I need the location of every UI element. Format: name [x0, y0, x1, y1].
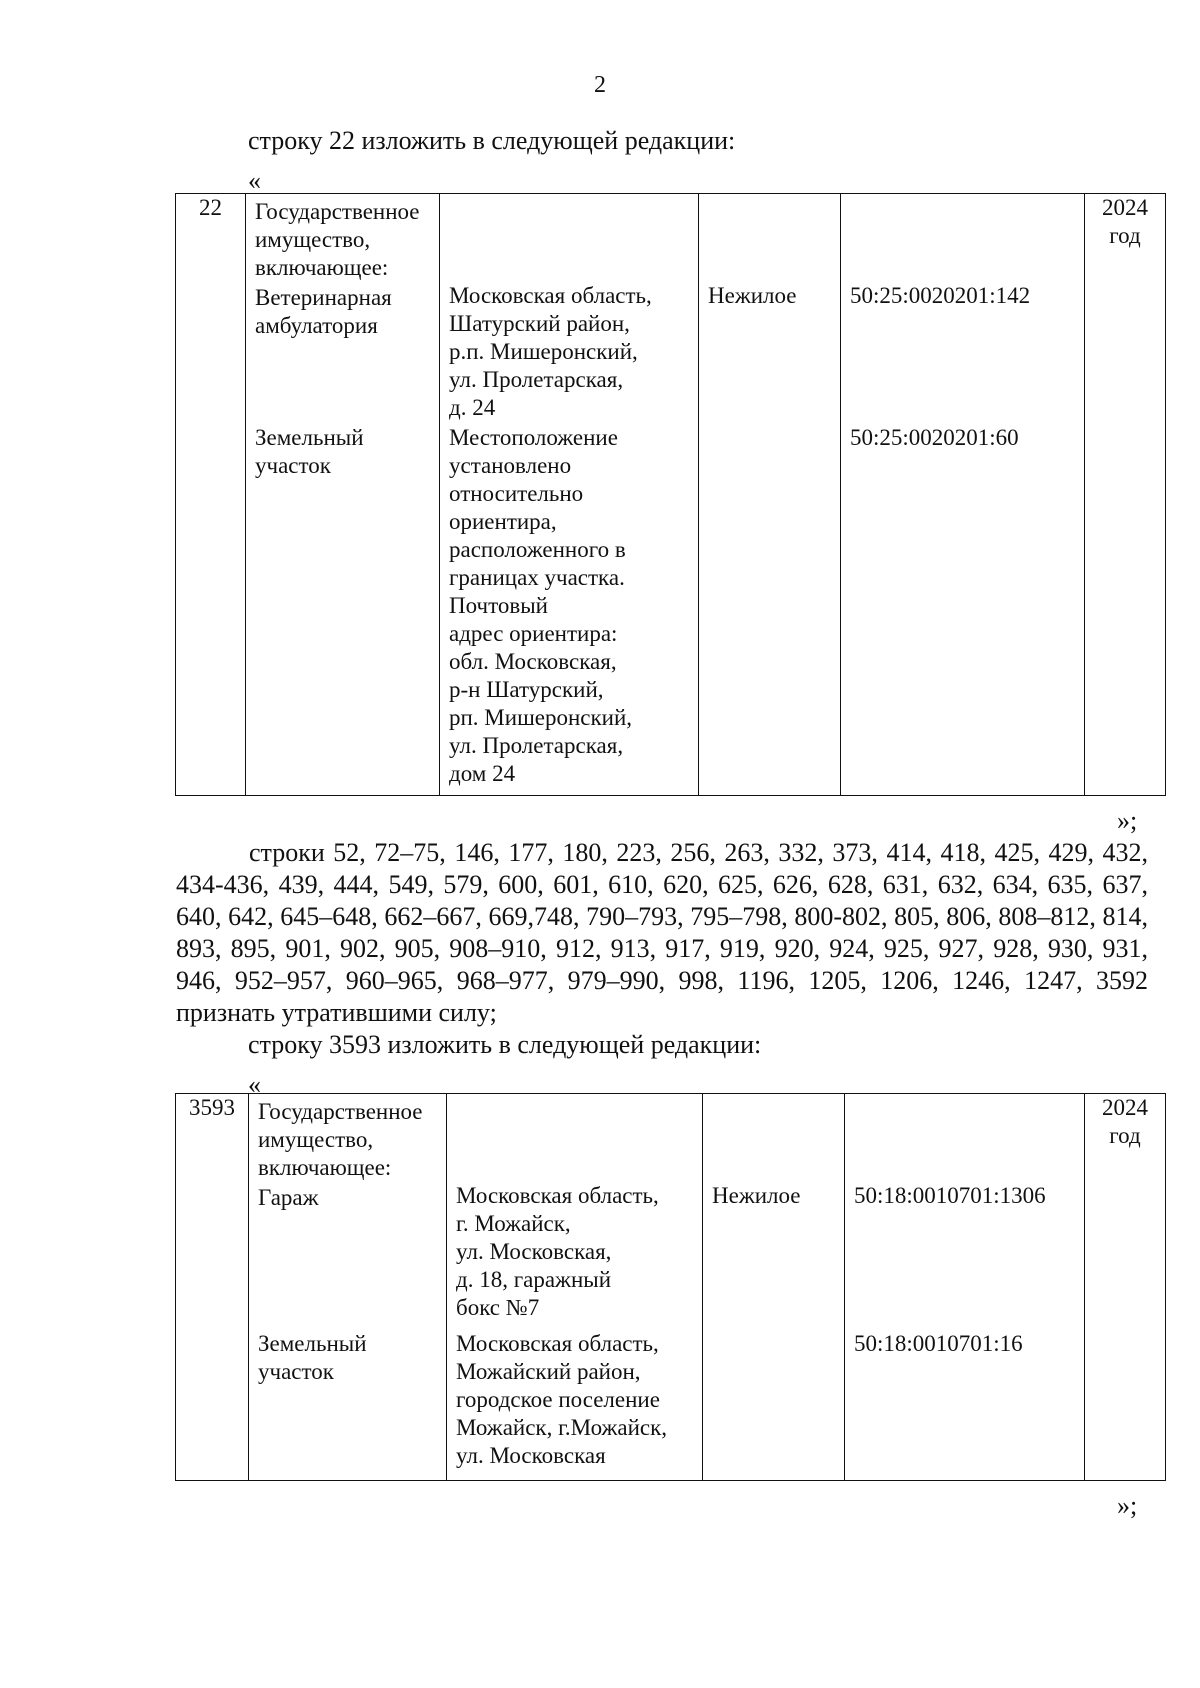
cadastral-number: 50:18:0010701:1306: [854, 1183, 1046, 1208]
year-cell: [1085, 1094, 1166, 1481]
item-address: Московская область, Можайский район, городское поселение Можайск, г.Можайск, ул. Московская: [456, 1331, 668, 1468]
address-column: [447, 1094, 703, 1481]
property-header: Государственное имущество, включающее:: [258, 1099, 423, 1180]
item-name: Земельный участок: [258, 1331, 367, 1384]
item-name: Ветеринарная амбулатория: [255, 285, 392, 338]
item-type: Нежилое: [708, 283, 797, 308]
registry-table-row-3593: [175, 1093, 1166, 1481]
type-column: [703, 1094, 845, 1481]
name-column: [246, 194, 440, 796]
row-number: 22: [199, 195, 222, 220]
closing-quote-1: »;: [1117, 806, 1138, 835]
repeal-text: строки 52, 72–75, 146, 177, 180, 223, 256, 263, 332, 373, 414, 418, 425, 429, 432, 434-436, 439, 444, 549, 579, 600, 601, 610, 620, 625, 626, 628, 631, 632, 634, 635, 637, 640, 642, 645–648, 662–667, 669,748, 790–793, 795–798, 800-802, 805, 806, 808–812, 814, 893, 895, 901, 902, 905, 908–910, 912, 913, 917, 919, 920, 924, 925, 927, 928, 930, 931, 946, 952–957, 960–965, 968–977, 979–990, 998, 1196, 1205, 1206, 1246, 1247, 3592 признать утратившими силу;: [176, 838, 1148, 1027]
cadastral-number: 50:18:0010701:16: [854, 1331, 1023, 1356]
type-column: [699, 194, 841, 796]
row-number-cell: [176, 1094, 249, 1481]
row-number: 3593: [189, 1095, 235, 1120]
name-column: [249, 1094, 447, 1481]
intro-line-row-22: строку 22 изложить в следующей редакции:: [248, 126, 736, 155]
item-name: Земельный участок: [255, 425, 364, 478]
page-number: 2: [594, 72, 606, 98]
item-name: Гараж: [258, 1185, 319, 1210]
year: 2024 год: [1102, 195, 1148, 248]
opening-quote-1: «: [248, 166, 261, 195]
repeal-paragraph: [176, 837, 1148, 1029]
property-header: Государственное имущество, включающее:: [255, 199, 420, 280]
item-type: Нежилое: [712, 1183, 801, 1208]
cadastral-column: [845, 1094, 1085, 1481]
item-address: Московская область, г. Можайск, ул. Московская, д. 18, гаражный бокс №7: [456, 1183, 659, 1320]
address-column: [440, 194, 699, 796]
closing-quote-2: »;: [1117, 1491, 1138, 1520]
cadastral-number: 50:25:0020201:60: [850, 425, 1019, 450]
cadastral-column: [841, 194, 1085, 796]
intro-line-row-3593: строку 3593 изложить в следующей редакции:: [248, 1030, 762, 1059]
year-cell: [1085, 194, 1166, 796]
item-address: Местоположение установлено относительно ориентира, расположенного в границах участка. Почтовый адрес ориентира: обл. Московская, р-н Шатурский, рп. Мишеронский, ул. Пролетарская, дом 24: [449, 425, 633, 786]
cadastral-number: 50:25:0020201:142: [850, 283, 1031, 308]
year: 2024 год: [1102, 1095, 1148, 1148]
item-address: Московская область, Шатурский район, р.п. Мишеронский, ул. Пролетарская, д. 24: [449, 283, 652, 420]
row-number-cell: [176, 194, 246, 796]
registry-table-row-22: [175, 193, 1166, 796]
opening-quote-2: «: [248, 1070, 261, 1099]
